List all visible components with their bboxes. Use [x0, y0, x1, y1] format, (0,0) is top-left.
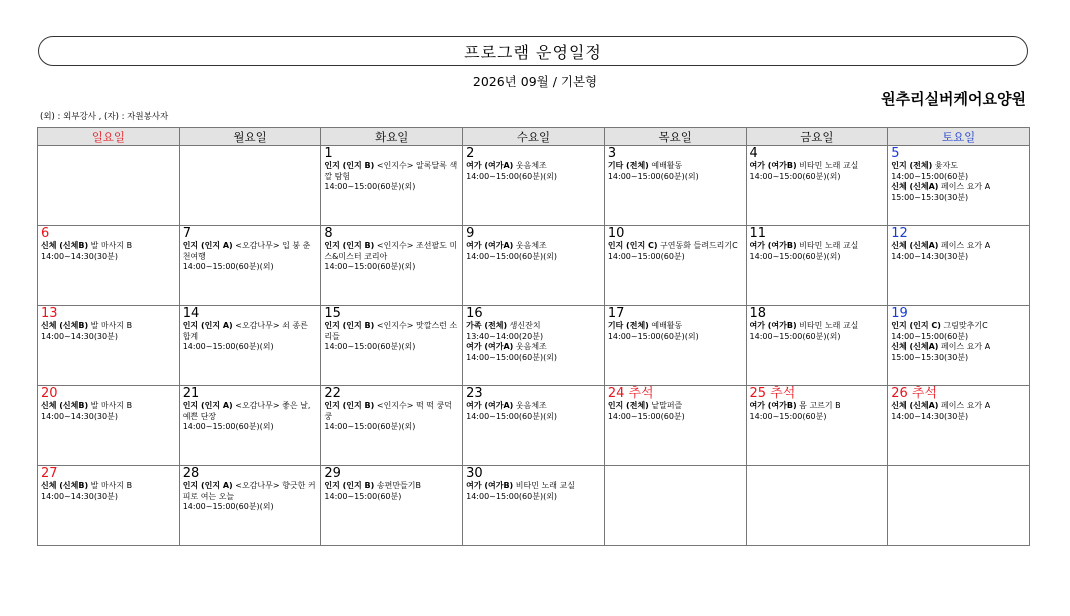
calendar-day-cell	[463, 146, 605, 226]
weekday-monday: 월요일	[179, 128, 321, 146]
program-name: 그림맞추기C	[943, 321, 988, 330]
program-name: <인지수> 맛깔스런 소리들	[324, 321, 458, 341]
day-number: 26 추석	[891, 386, 938, 401]
program-entry	[466, 161, 601, 182]
day-number: 8	[324, 226, 333, 241]
program-entry	[466, 321, 601, 342]
program-name: 페이스 요가 A	[940, 182, 991, 191]
weekday-thursday: 목요일	[604, 128, 746, 146]
calendar-day-cell	[746, 386, 888, 466]
program-entry	[608, 321, 743, 342]
calendar-day-cell	[746, 466, 888, 546]
program-name: 발 마사지 B	[90, 401, 133, 410]
calendar-day-cell	[38, 386, 180, 466]
program-entry	[41, 401, 176, 422]
program-entry	[608, 401, 743, 422]
weekday-sunday: 일요일	[38, 128, 180, 146]
day-number: 4	[749, 146, 758, 161]
program-time: 15:00~15:30(30분)	[891, 352, 969, 362]
program-time: 15:00~15:30(30분)	[891, 192, 969, 202]
program-category: 인지 (인지 B)	[324, 241, 375, 250]
calendar-day-cell	[463, 386, 605, 466]
program-name: 웃음체조	[515, 241, 547, 250]
program-time: 14:00~15:00(60분)(외)	[182, 342, 274, 351]
program-category: 인지 (인지 A)	[182, 321, 233, 330]
program-name: <오감나무> 좋은 날, 예쁜 단장	[182, 401, 311, 421]
calendar-week-row	[38, 466, 1030, 546]
program-time: 14:00~15:00(60분)(외)	[749, 331, 841, 341]
calendar-day-cell	[604, 226, 746, 306]
program-time: 14:00~15:00(60분)	[324, 491, 402, 501]
program-name: 페이스 요가 A	[940, 241, 991, 250]
program-category: 신체 (신체A)	[891, 401, 939, 410]
weekday-saturday: 토요일	[888, 128, 1030, 146]
program-name: 웃음체조	[515, 161, 547, 170]
program-name: <인지수> 조선팔도 미스&미스터 코리아	[324, 241, 458, 261]
program-name: 발 마사지 B	[90, 241, 133, 250]
program-category: 여가 (여가B)	[466, 481, 514, 490]
program-time: 13:40~14:00(20분)	[466, 331, 544, 341]
program-category: 여가 (여가B)	[749, 321, 797, 330]
program-time: 14:00~15:00(60분)	[607, 411, 685, 421]
day-number: 3	[607, 146, 617, 161]
program-category: 인지 (인지 A)	[182, 401, 233, 410]
calendar-day-cell	[179, 226, 321, 306]
program-name: 윷자도	[934, 161, 958, 170]
program-name: 비타민 노래 교실	[799, 321, 859, 330]
program-entry	[466, 342, 601, 363]
program-category: 신체 (신체A)	[891, 182, 939, 191]
program-name: 발 마사지 B	[90, 481, 133, 490]
day-number: 16	[466, 306, 483, 321]
program-category: 신체 (신체B)	[41, 481, 89, 490]
program-category: 인지 (인지 B)	[324, 401, 375, 410]
day-number: 1	[324, 146, 333, 161]
program-entry	[891, 401, 1026, 422]
calendar-day-cell	[38, 226, 180, 306]
weekday-wednesday: 수요일	[463, 128, 605, 146]
program-category: 여가 (여가A)	[466, 241, 514, 250]
program-entry	[750, 241, 885, 262]
calendar-day-cell	[604, 386, 746, 466]
program-name: 생신잔치	[509, 321, 541, 330]
program-name: 비타민 노래 교실	[799, 161, 859, 170]
program-entry	[608, 241, 743, 262]
calendar-day-cell	[888, 226, 1030, 306]
organization-name: 원추리실버케어요양원	[881, 90, 1026, 108]
calendar-table	[37, 127, 1030, 546]
program-entry	[466, 241, 601, 262]
calendar-day-cell	[179, 146, 321, 226]
calendar-day-cell	[321, 146, 463, 226]
program-time: 14:00~14:30(30분)	[41, 331, 118, 341]
title-banner	[38, 36, 1028, 66]
calendar-day-cell	[179, 306, 321, 386]
program-name: 웃음체조	[515, 342, 547, 351]
day-number: 25 추석	[749, 386, 796, 401]
program-entry	[324, 321, 459, 353]
day-number: 30	[466, 466, 483, 481]
calendar-day-cell	[321, 466, 463, 546]
schedule-period: 2026년 09월 / 기본형	[472, 74, 598, 89]
program-name: <오감나무> 입 붕 춘천여행	[182, 241, 311, 261]
program-time: 14:00~14:30(30분)	[41, 411, 118, 421]
program-entry	[183, 321, 318, 353]
calendar-day-cell	[604, 306, 746, 386]
program-name: <오감나무> 향긋한 커피로 여는 오늘	[182, 481, 316, 501]
calendar-day-cell	[38, 306, 180, 386]
calendar-week-row	[38, 306, 1030, 386]
day-number: 15	[324, 306, 341, 321]
program-time: 14:00~15:00(60분)(외)	[182, 422, 274, 431]
calendar-day-cell	[179, 466, 321, 546]
program-time: 14:00~15:00(60분)	[891, 171, 969, 181]
program-time: 14:00~15:00(60분)(외)	[324, 422, 416, 431]
day-number: 17	[607, 306, 625, 321]
day-number: 18	[749, 306, 767, 321]
program-category: 여가 (여가A)	[466, 401, 514, 410]
program-name: 웃음체조	[515, 401, 547, 410]
program-entry	[608, 161, 743, 182]
program-entry	[183, 241, 318, 273]
program-time: 14:00~15:00(60분)(외)	[182, 262, 274, 271]
program-entry	[891, 161, 1026, 182]
day-number: 28	[182, 466, 200, 481]
day-number: 29	[324, 466, 341, 481]
program-time: 14:00~15:00(60분)(외)	[466, 491, 558, 501]
program-time: 14:00~15:00(60분)(외)	[466, 171, 558, 181]
calendar-day-cell	[888, 466, 1030, 546]
program-category: 기타 (전체)	[607, 161, 649, 170]
legend-note: (외) : 외부강사 , (자) : 자원봉사자	[40, 112, 169, 122]
program-time: 14:00~15:00(60분)(외)	[324, 182, 416, 191]
day-number: 22	[324, 386, 341, 401]
program-category: 인지 (인지 C)	[607, 241, 658, 250]
program-entry	[41, 321, 176, 342]
weekday-tuesday: 화요일	[321, 128, 463, 146]
program-entry	[324, 401, 459, 433]
program-time: 14:00~15:00(60분)(외)	[749, 171, 841, 181]
program-time: 14:00~15:00(60분)	[891, 331, 969, 341]
calendar-day-cell	[321, 306, 463, 386]
program-category: 인지 (인지 B)	[324, 161, 375, 170]
program-time: 14:00~15:00(60분)(외)	[607, 331, 699, 341]
calendar-day-cell	[463, 466, 605, 546]
program-entry	[183, 481, 318, 513]
program-entry	[41, 481, 176, 502]
program-time: 14:00~15:00(60분)(외)	[466, 352, 558, 362]
program-entry	[891, 342, 1026, 363]
day-number: 7	[182, 226, 191, 241]
program-name: 발 마사지 B	[90, 321, 133, 330]
program-name: 비타민 노래 교실	[799, 241, 859, 250]
program-name: 송편만들기B	[376, 481, 421, 490]
weekday-header-row	[38, 128, 1030, 146]
program-category: 신체 (신체A)	[891, 241, 939, 250]
program-name: 예배활동	[651, 161, 683, 170]
calendar-day-cell	[604, 466, 746, 546]
program-entry	[183, 401, 318, 433]
day-number: 11	[749, 226, 767, 241]
program-time: 14:00~15:00(60분)(외)	[324, 342, 416, 351]
program-category: 인지 (인지 C)	[891, 321, 941, 330]
calendar-week-row	[38, 386, 1030, 466]
program-entry	[750, 161, 885, 182]
calendar-day-cell	[746, 306, 888, 386]
calendar-day-cell	[38, 466, 180, 546]
program-category: 인지 (전체)	[891, 161, 933, 170]
day-number: 2	[466, 146, 475, 161]
calendar-day-cell	[888, 306, 1030, 386]
program-name: 몸 고르기 B	[799, 401, 841, 410]
day-number: 12	[891, 226, 908, 241]
program-time: 14:00~15:00(60분)(외)	[324, 262, 416, 271]
day-number: 19	[891, 306, 908, 321]
calendar-week-row	[38, 226, 1030, 306]
program-category: 인지 (전체)	[607, 401, 649, 410]
program-time: 14:00~14:30(30분)	[41, 251, 118, 261]
calendar-week-row	[38, 146, 1030, 226]
calendar-day-cell	[321, 386, 463, 466]
program-name: 예배활동	[651, 321, 683, 330]
program-name: 페이스 요가 A	[940, 401, 991, 410]
program-time: 14:00~15:00(60분)	[749, 411, 827, 421]
program-category: 신체 (신체B)	[41, 241, 89, 250]
calendar-day-cell	[746, 226, 888, 306]
program-name: <인지수> 알록달록 색깔 탐험	[324, 161, 458, 181]
day-number: 27	[41, 466, 58, 481]
program-name: <인지수> 떡 떡 쿵덕쿵	[324, 401, 452, 421]
program-name: 낱말퍼즐	[651, 401, 683, 410]
day-number: 23	[466, 386, 483, 401]
program-category: 가족 (전체)	[466, 321, 508, 330]
program-category: 인지 (인지 A)	[182, 481, 233, 490]
program-category: 여가 (여가A)	[466, 342, 514, 351]
day-number: 14	[182, 306, 200, 321]
day-number: 21	[182, 386, 200, 401]
day-number: 9	[466, 226, 475, 241]
program-entry	[324, 161, 459, 193]
calendar-day-cell	[746, 146, 888, 226]
program-category: 인지 (인지 B)	[324, 481, 375, 490]
program-entry	[891, 321, 1026, 342]
calendar-day-cell	[463, 226, 605, 306]
calendar-body	[38, 146, 1030, 546]
day-number: 6	[41, 226, 50, 241]
program-entry	[750, 401, 885, 422]
program-entry	[466, 481, 601, 502]
program-time: 14:00~14:30(30분)	[891, 251, 969, 261]
day-number: 13	[41, 306, 58, 321]
program-category: 기타 (전체)	[607, 321, 649, 330]
calendar-day-cell	[888, 146, 1030, 226]
program-time: 14:00~15:00(60분)(외)	[749, 251, 841, 261]
program-category: 신체 (신체B)	[41, 321, 89, 330]
program-category: 인지 (인지 B)	[324, 321, 375, 330]
day-number: 24 추석	[607, 386, 654, 401]
program-name: <오감나무> 쇠 종른 합계	[182, 321, 308, 341]
calendar-day-cell	[888, 386, 1030, 466]
program-time: 14:00~15:00(60분)(외)	[466, 251, 558, 261]
program-entry	[324, 481, 459, 502]
day-number: 20	[41, 386, 58, 401]
calendar-day-cell	[321, 226, 463, 306]
day-number: 10	[607, 226, 625, 241]
program-entry	[466, 401, 601, 422]
day-number: 5	[891, 146, 900, 161]
program-category: 여가 (여가A)	[466, 161, 514, 170]
program-category: 인지 (인지 A)	[182, 241, 233, 250]
program-name: 구연동화 들려드리기C	[660, 241, 738, 250]
program-entry	[41, 241, 176, 262]
program-category: 여가 (여가B)	[749, 241, 797, 250]
calendar-day-cell	[38, 146, 180, 226]
program-time: 14:00~15:00(60분)(외)	[466, 411, 558, 421]
program-entry	[891, 241, 1026, 262]
page-title: 프로그램 운영일정	[464, 42, 602, 62]
calendar-day-cell	[463, 306, 605, 386]
program-time: 14:00~15:00(60분)(외)	[607, 171, 699, 181]
program-entry	[324, 241, 459, 273]
weekday-friday: 금요일	[746, 128, 888, 146]
program-time: 14:00~14:30(30분)	[41, 491, 118, 501]
program-time: 14:00~15:00(60분)	[607, 251, 685, 261]
program-name: 페이스 요가 A	[940, 342, 991, 351]
calendar-day-cell	[604, 146, 746, 226]
program-time: 14:00~14:30(30분)	[891, 411, 969, 421]
program-category: 여가 (여가B)	[749, 161, 797, 170]
program-entry	[750, 321, 885, 342]
program-time: 14:00~15:00(60분)(외)	[182, 502, 274, 511]
program-name: 비타민 노래 교실	[515, 481, 575, 490]
program-category: 여가 (여가B)	[749, 401, 797, 410]
calendar-day-cell	[179, 386, 321, 466]
program-category: 신체 (신체B)	[41, 401, 89, 410]
program-entry	[891, 182, 1026, 203]
program-category: 신체 (신체A)	[891, 342, 939, 351]
